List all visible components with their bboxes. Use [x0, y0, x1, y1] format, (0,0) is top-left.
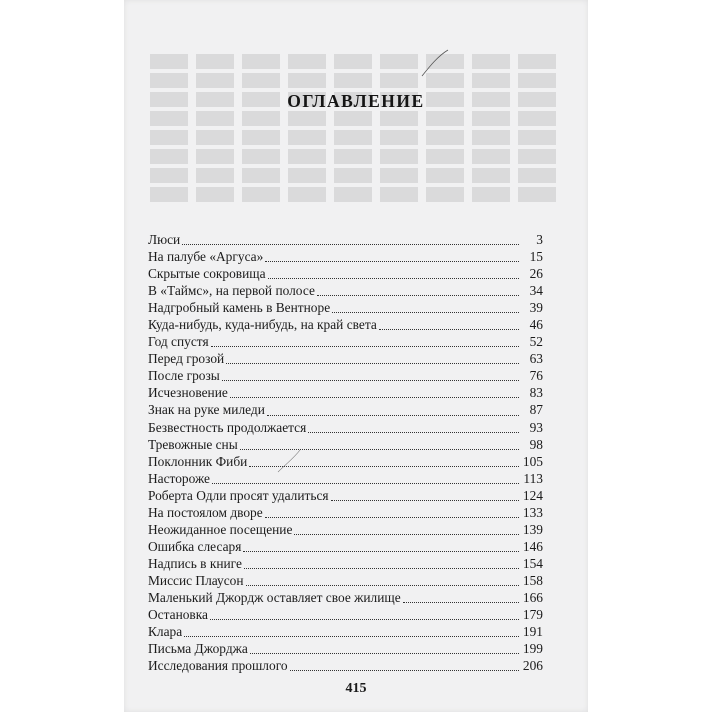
toc-entry-page: 105 [522, 453, 543, 469]
toc-entry-title: Куда-нибудь, куда-нибудь, на край света [148, 317, 377, 333]
toc-entry-page: 98 [529, 436, 543, 452]
dot-leader [265, 260, 519, 262]
dot-leader [226, 362, 519, 364]
dot-leader [294, 533, 519, 535]
toc-entry-page: 83 [529, 385, 543, 401]
dot-leader [268, 277, 519, 279]
toc-entry-page: 76 [529, 368, 543, 384]
toc-entry [148, 436, 543, 453]
dot-leader [244, 567, 519, 569]
toc-entry-title: Маленький Джордж оставляет свое жилище [148, 589, 401, 605]
toc-entry [148, 657, 543, 674]
dot-leader [243, 550, 519, 552]
dot-leader [317, 294, 519, 296]
dot-leader [267, 414, 519, 416]
toc-entry-page: 113 [523, 470, 543, 486]
toc-entry [148, 299, 543, 316]
toc-entry-title: Знак на руке миледи [148, 402, 265, 418]
toc-entry-title: Исчезновение [148, 385, 228, 401]
toc-entry [148, 316, 543, 333]
dot-leader [250, 652, 519, 654]
toc-entry [148, 453, 543, 470]
dot-leader [332, 311, 519, 313]
toc-entry [148, 248, 543, 265]
toc-entry [148, 572, 543, 589]
toc-entry-title: Год спустя [148, 334, 209, 350]
dot-leader [379, 328, 519, 330]
toc-entry-title: Миссис Плаусон [148, 572, 244, 588]
toc-entry-page: 3 [536, 232, 543, 247]
dot-leader [265, 516, 519, 518]
toc-entry-title: Люси [148, 232, 181, 247]
toc-entry [148, 333, 543, 350]
toc-entry-page: 15 [529, 249, 543, 265]
toc-entry-title: На постоялом дворе [148, 504, 263, 520]
toc-entry [148, 470, 543, 487]
toc-entry [148, 504, 543, 521]
toc-entry-page: 93 [529, 419, 543, 435]
dot-leader [184, 635, 519, 637]
toc-entry-page: 146 [522, 538, 543, 554]
toc-entry-title: Ошибка слесаря [148, 538, 242, 554]
toc-entry-title: На палубе «Аргуса» [148, 249, 264, 265]
toc-entry [148, 384, 543, 401]
toc-entry-page: 26 [529, 266, 543, 282]
dot-leader [290, 669, 519, 671]
dot-leader [403, 601, 519, 603]
toc-entry-title: Перед грозой [148, 351, 225, 367]
toc-entry-title: Безвестность продолжается [148, 419, 307, 435]
dot-leader [240, 448, 519, 450]
dot-leader [212, 482, 519, 484]
toc-entry [148, 589, 543, 606]
toc-entry-page: 39 [529, 300, 543, 316]
toc-entry-page: 133 [522, 504, 543, 520]
toc-entry-page: 46 [529, 317, 543, 333]
toc-entry-page: 34 [529, 283, 543, 299]
toc-entry [148, 401, 543, 418]
toc-entry [148, 555, 543, 572]
toc-entry-page: 199 [522, 641, 543, 657]
toc-entry-title: Тревожные сны [148, 436, 238, 452]
toc-entry [148, 623, 543, 640]
toc-entry-title: Надпись в книге [148, 555, 242, 571]
table-of-contents [148, 231, 543, 674]
toc-entry [148, 538, 543, 555]
toc-entry-title: Роберта Одли просят удалиться [148, 487, 329, 503]
toc-entry-title: Неожиданное посещение [148, 521, 293, 537]
toc-entry-title: Настороже [148, 470, 211, 486]
toc-entry-title: Поклонник Фиби [148, 453, 248, 469]
toc-entry [148, 367, 543, 384]
toc-entry-title: Скрытые сокровища [148, 266, 266, 282]
pen-stroke-mark [420, 48, 450, 78]
toc-entry-page: 63 [529, 351, 543, 367]
dot-leader [182, 243, 519, 245]
toc-entry [148, 419, 543, 436]
dot-leader [249, 465, 519, 467]
toc-entry-title: В «Таймс», на первой полосе [148, 283, 315, 299]
toc-entry-page: 206 [522, 658, 543, 674]
toc-entry-title: После грозы [148, 368, 220, 384]
toc-entry [148, 231, 543, 248]
toc-entry [148, 606, 543, 623]
page-title: ОГЛАВЛЕНИЕ [287, 91, 425, 111]
dot-leader [211, 345, 519, 347]
toc-entry [148, 265, 543, 282]
toc-entry [148, 487, 543, 504]
toc-entry-page: 52 [529, 334, 543, 350]
toc-entry-page: 158 [522, 572, 543, 588]
toc-entry-page: 179 [522, 607, 543, 623]
toc-entry [148, 640, 543, 657]
toc-entry-page: 191 [522, 624, 543, 640]
toc-entry-page: 124 [522, 487, 543, 503]
toc-entry [148, 521, 543, 538]
toc-entry-page: 139 [522, 521, 543, 537]
page-number: 415 [345, 681, 367, 696]
dot-leader [331, 499, 519, 501]
toc-entry-page: 166 [522, 589, 543, 605]
dot-leader [308, 431, 519, 433]
toc-entry-title: Клара [148, 624, 183, 640]
toc-entry-page: 154 [522, 555, 543, 571]
toc-entry-title: Исследования прошлого [148, 658, 288, 674]
toc-entry [148, 282, 543, 299]
toc-entry-title: Письма Джорджа [148, 641, 248, 657]
dot-leader [230, 396, 519, 398]
toc-entry-title: Остановка [148, 607, 209, 623]
toc-entry-page: 87 [529, 402, 543, 418]
toc-entry [148, 350, 543, 367]
toc-entry-title: Надгробный камень в Вентноре [148, 300, 331, 316]
dot-leader [246, 584, 519, 586]
dot-leader [210, 618, 519, 620]
dot-leader [222, 379, 519, 381]
